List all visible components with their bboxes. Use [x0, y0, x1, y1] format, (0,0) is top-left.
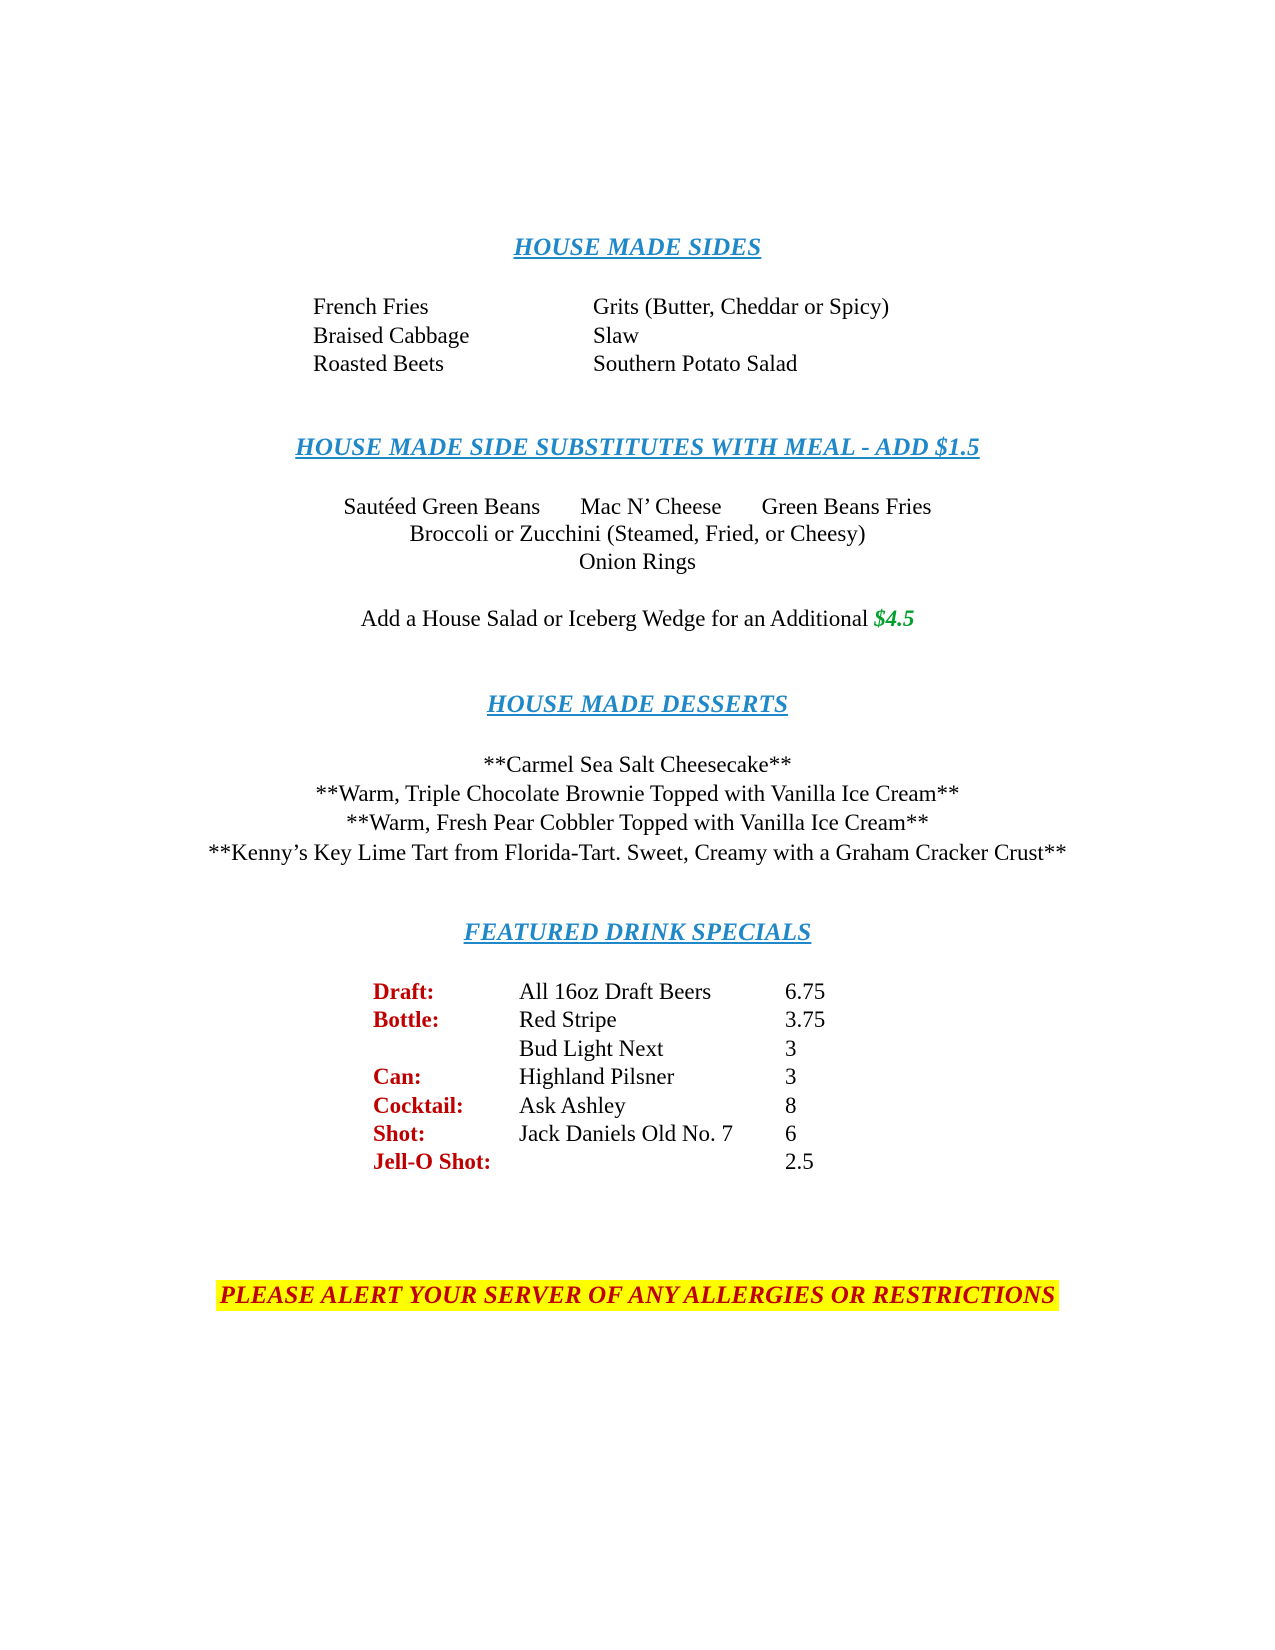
- table-row: [373, 1063, 865, 1091]
- drink-category: Shot:: [373, 1120, 426, 1146]
- side-item: Grits (Butter, Cheddar or Spicy): [593, 294, 890, 319]
- drink-item: [519, 1148, 785, 1176]
- substitute-item: Onion Rings: [579, 549, 696, 575]
- drink-item: Jack Daniels Old No. 7: [519, 1120, 733, 1146]
- salad-upgrade-price: $4.5: [874, 606, 915, 631]
- drink-price: 3.75: [785, 1007, 826, 1033]
- dessert-item: **Warm, Triple Chocolate Brownie Topped with Vanilla Ice Cream**: [315, 781, 960, 807]
- drink-category: Cocktail:: [373, 1092, 464, 1118]
- side-item: Slaw: [593, 322, 639, 348]
- drink-item: Bud Light Next: [519, 1035, 664, 1061]
- section-heading-house-made-desserts: HOUSE MADE DESSERTS: [486, 691, 789, 718]
- salad-upgrade-text: Add a House Salad or Iceberg Wedge for an Additional: [360, 606, 869, 631]
- table-row: [373, 1148, 865, 1176]
- side-item: Southern Potato Salad: [593, 351, 798, 377]
- drink-item: Red Stripe: [519, 1007, 617, 1033]
- drink-price: 2.5: [785, 1149, 814, 1175]
- drink-price: 3: [785, 1064, 797, 1090]
- table-row: [373, 1092, 865, 1120]
- drink-specials-table: [373, 978, 865, 1177]
- drink-price: 6.75: [785, 979, 826, 1004]
- allergy-notice: [0, 1282, 1275, 1310]
- drink-price: 8: [785, 1092, 797, 1118]
- table-row: [373, 1006, 865, 1034]
- substitute-item: Mac N’ Cheese: [580, 494, 722, 519]
- drink-item: Ask Ashley: [519, 1092, 626, 1118]
- drink-category: Draft:: [373, 979, 435, 1004]
- side-item: French Fries: [313, 294, 429, 319]
- dessert-item: **Warm, Fresh Pear Cobbler Topped with Vanilla Ice Cream**: [346, 810, 929, 836]
- side-item: Braised Cabbage: [313, 322, 470, 348]
- drink-category: Can:: [373, 1064, 422, 1090]
- house-made-desserts-list: [0, 750, 1275, 867]
- section-heading-side-substitutes: HOUSE MADE SIDE SUBSTITUTES WITH MEAL - ADD $1.5: [295, 434, 980, 461]
- drink-price: 3: [785, 1035, 797, 1061]
- substitutes-row: [0, 494, 1275, 520]
- dessert-item: **Kenny’s Key Lime Tart from Florida-Tart. Sweet, Creamy with a Graham Cracker Crust**: [208, 839, 1067, 865]
- dessert-item: **Carmel Sea Salt Cheesecake**: [483, 752, 792, 777]
- allergy-notice-text: PLEASE ALERT YOUR SERVER OF ANY ALLERGIES OR RESTRICTIONS: [216, 1280, 1060, 1311]
- substitute-item: Sautéed Green Beans: [343, 494, 541, 519]
- table-row: [373, 1120, 865, 1148]
- side-substitutes-list: [0, 494, 1275, 576]
- table-row: [373, 978, 865, 1006]
- drink-category: Jell-O Shot:: [373, 1149, 492, 1175]
- house-made-sides-list: [313, 293, 953, 379]
- drink-category: Bottle:: [373, 1007, 440, 1033]
- section-heading-house-made-sides: HOUSE MADE SIDES: [513, 234, 762, 261]
- drink-item: Highland Pilsner: [519, 1064, 675, 1090]
- section-heading-featured-drink-specials: FEATURED DRINK SPECIALS: [463, 919, 812, 946]
- drink-price: 6: [785, 1120, 797, 1146]
- substitute-item: Green Beans Fries: [761, 494, 932, 519]
- drink-item: All 16oz Draft Beers: [519, 979, 712, 1004]
- table-row: [373, 1035, 865, 1063]
- drink-category: [373, 1035, 519, 1063]
- substitute-item: Broccoli or Zucchini (Steamed, Fried, or Cheesy): [409, 521, 866, 546]
- salad-upgrade-note: [0, 606, 1275, 632]
- side-item: Roasted Beets: [313, 351, 444, 377]
